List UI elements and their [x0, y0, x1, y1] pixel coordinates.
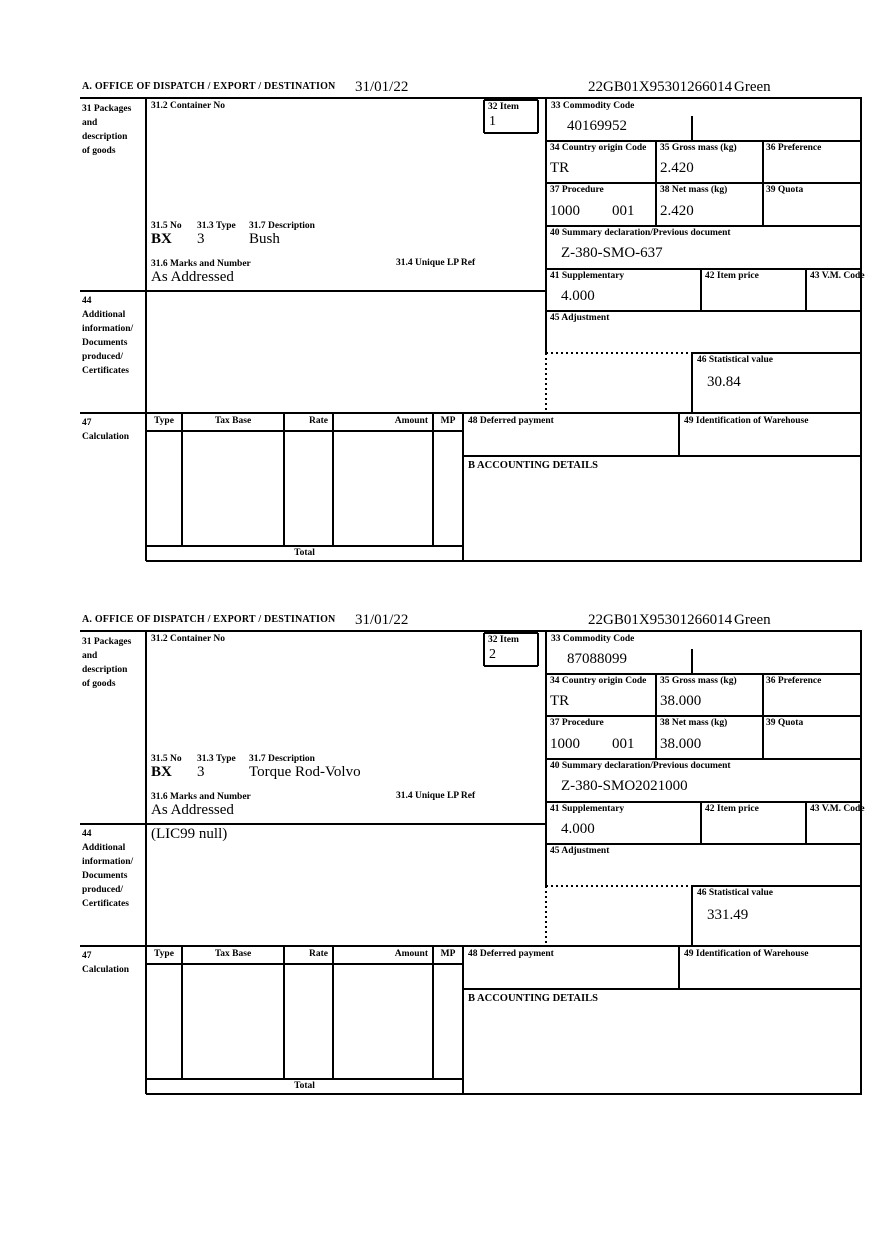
gross-mass-value[interactable]: 38.000 [660, 693, 702, 709]
description-label: 31.7 Description [249, 221, 315, 231]
col-rate-header: Rate [309, 416, 328, 426]
procedure-code-2-value[interactable]: 001 [612, 203, 635, 219]
adjustment-label: 45 Adjustment [550, 846, 610, 856]
package-type-label: 31.3 Type [197, 221, 236, 231]
supplementary-label: 41 Supplementary [550, 804, 625, 814]
previous-document-value[interactable]: Z-380-SMO-637 [561, 245, 663, 261]
package-type-label: 31.3 Type [197, 754, 236, 764]
country-origin-label: 34 Country origin Code [550, 143, 647, 153]
office-of-dispatch-label: A. OFFICE OF DISPATCH / EXPORT / DESTINATION [82, 81, 336, 92]
previous-document-value[interactable]: Z-380-SMO2021000 [561, 778, 688, 794]
additional-information-value[interactable]: (LIC99 null) [151, 826, 228, 842]
preference-label: 36 Preference [766, 676, 822, 686]
package-no-value[interactable]: BX [151, 231, 172, 247]
deferred-payment-label: 48 Deferred payment [468, 949, 554, 959]
col-type-header: Type [154, 949, 174, 959]
package-no-value[interactable]: BX [151, 764, 172, 780]
procedure-label: 37 Procedure [550, 185, 604, 195]
procedure-code-2-value[interactable]: 001 [612, 736, 635, 752]
net-mass-value[interactable]: 38.000 [660, 736, 702, 752]
net-mass-label: 38 Net mass (kg) [660, 718, 728, 728]
box31-caption: 31 Packages and description of goods [82, 637, 132, 689]
gross-mass-label: 35 Gross mass (kg) [660, 143, 737, 153]
supplementary-label: 41 Supplementary [550, 271, 625, 281]
container-no-label: 31.2 Container No [151, 101, 225, 111]
box47-caption: 47 Calculation [82, 951, 129, 975]
routing-indicator: Green [734, 79, 771, 95]
item-number-value: 1 [489, 114, 496, 129]
previous-document-label: 40 Summary declaration/Previous document [550, 761, 731, 771]
col-amount-header: Amount [394, 416, 428, 426]
movement-reference-number: 22GB01X95301266014 [588, 612, 733, 628]
warehouse-id-label: 49 Identification of Warehouse [684, 949, 809, 959]
package-type-value[interactable]: 3 [197, 231, 205, 247]
item-price-label: 42 Item price [705, 271, 759, 281]
country-origin-value[interactable]: TR [550, 160, 570, 176]
col-tax-base-header: Tax Base [214, 416, 252, 426]
box47-caption: 47 Calculation [82, 418, 129, 442]
item-price-label: 42 Item price [705, 804, 759, 814]
previous-document-label: 40 Summary declaration/Previous document [550, 228, 731, 238]
goods-description-value[interactable]: Bush [249, 231, 280, 247]
package-no-label: 31.5 No [151, 221, 182, 231]
item-number-label: 32 Item [488, 635, 519, 645]
deferred-payment-label: 48 Deferred payment [468, 416, 554, 426]
declaration-date: 31/01/22 [355, 79, 409, 95]
net-mass-label: 38 Net mass (kg) [660, 185, 728, 195]
procedure-label: 37 Procedure [550, 718, 604, 728]
office-of-dispatch-label: A. OFFICE OF DISPATCH / EXPORT / DESTINATION [82, 614, 336, 625]
marks-and-number-value[interactable]: As Addressed [151, 802, 234, 818]
supplementary-value[interactable]: 4.000 [561, 288, 595, 304]
accounting-details-label: B ACCOUNTING DETAILS [468, 993, 598, 1004]
goods-description-value[interactable]: Torque Rod-Volvo [249, 764, 361, 780]
declaration-date: 31/01/22 [355, 612, 409, 628]
item-section-2 [0, 611, 882, 1144]
total-label: Total [294, 1081, 315, 1091]
box31-caption: 31 Packages and description of goods [82, 104, 132, 156]
adjustment-label: 45 Adjustment [550, 313, 610, 323]
procedure-code-value[interactable]: 1000 [550, 736, 580, 752]
commodity-code-value[interactable]: 40169952 [567, 118, 627, 134]
commodity-code-label: 33 Commodity Code [551, 634, 635, 644]
vm-code-label: 43 V.M. Code [810, 804, 865, 814]
box44-caption: 44 Additional information/ Documents produced/ Certificates [82, 296, 134, 376]
movement-reference-number: 22GB01X95301266014 [588, 79, 733, 95]
unique-lp-ref-label: 31.4 Unique LP Ref [396, 258, 476, 268]
country-origin-label: 34 Country origin Code [550, 676, 647, 686]
item-number-label: 32 Item [488, 102, 519, 112]
vm-code-label: 43 V.M. Code [810, 271, 865, 281]
col-mp-header: MP [440, 416, 456, 426]
col-mp-header: MP [440, 949, 456, 959]
col-tax-base-header: Tax Base [214, 949, 252, 959]
col-amount-header: Amount [394, 949, 428, 959]
procedure-code-value[interactable]: 1000 [550, 203, 580, 219]
col-rate-header: Rate [309, 949, 328, 959]
declaration-item-block [0, 611, 882, 1144]
statistical-value-label: 46 Statistical value [697, 888, 773, 898]
accounting-details-label: B ACCOUNTING DETAILS [468, 460, 598, 471]
supplementary-value[interactable]: 4.000 [561, 821, 595, 837]
quota-label: 39 Quota [766, 185, 804, 195]
item-section-1 [0, 78, 882, 611]
country-origin-value[interactable]: TR [550, 693, 570, 709]
commodity-code-label: 33 Commodity Code [551, 101, 635, 111]
marks-and-number-label: 31.6 Marks and Number [151, 259, 251, 269]
statistical-value-label: 46 Statistical value [697, 355, 773, 365]
net-mass-value[interactable]: 2.420 [660, 203, 694, 219]
marks-and-number-label: 31.6 Marks and Number [151, 792, 251, 802]
routing-indicator: Green [734, 612, 771, 628]
col-type-header: Type [154, 416, 174, 426]
marks-and-number-value[interactable]: As Addressed [151, 269, 234, 285]
description-label: 31.7 Description [249, 754, 315, 764]
total-label: Total [294, 548, 315, 558]
gross-mass-label: 35 Gross mass (kg) [660, 676, 737, 686]
declaration-item-block [0, 78, 882, 611]
unique-lp-ref-label: 31.4 Unique LP Ref [396, 791, 476, 801]
statistical-value[interactable]: 331.49 [707, 907, 749, 923]
preference-label: 36 Preference [766, 143, 822, 153]
container-no-label: 31.2 Container No [151, 634, 225, 644]
statistical-value[interactable]: 30.84 [707, 374, 741, 390]
gross-mass-value[interactable]: 2.420 [660, 160, 694, 176]
package-no-label: 31.5 No [151, 754, 182, 764]
quota-label: 39 Quota [766, 718, 804, 728]
package-type-value[interactable]: 3 [197, 764, 205, 780]
warehouse-id-label: 49 Identification of Warehouse [684, 416, 809, 426]
item-number-value: 2 [489, 647, 496, 662]
commodity-code-value[interactable]: 87088099 [567, 651, 627, 667]
box44-caption: 44 Additional information/ Documents produced/ Certificates [82, 829, 134, 909]
